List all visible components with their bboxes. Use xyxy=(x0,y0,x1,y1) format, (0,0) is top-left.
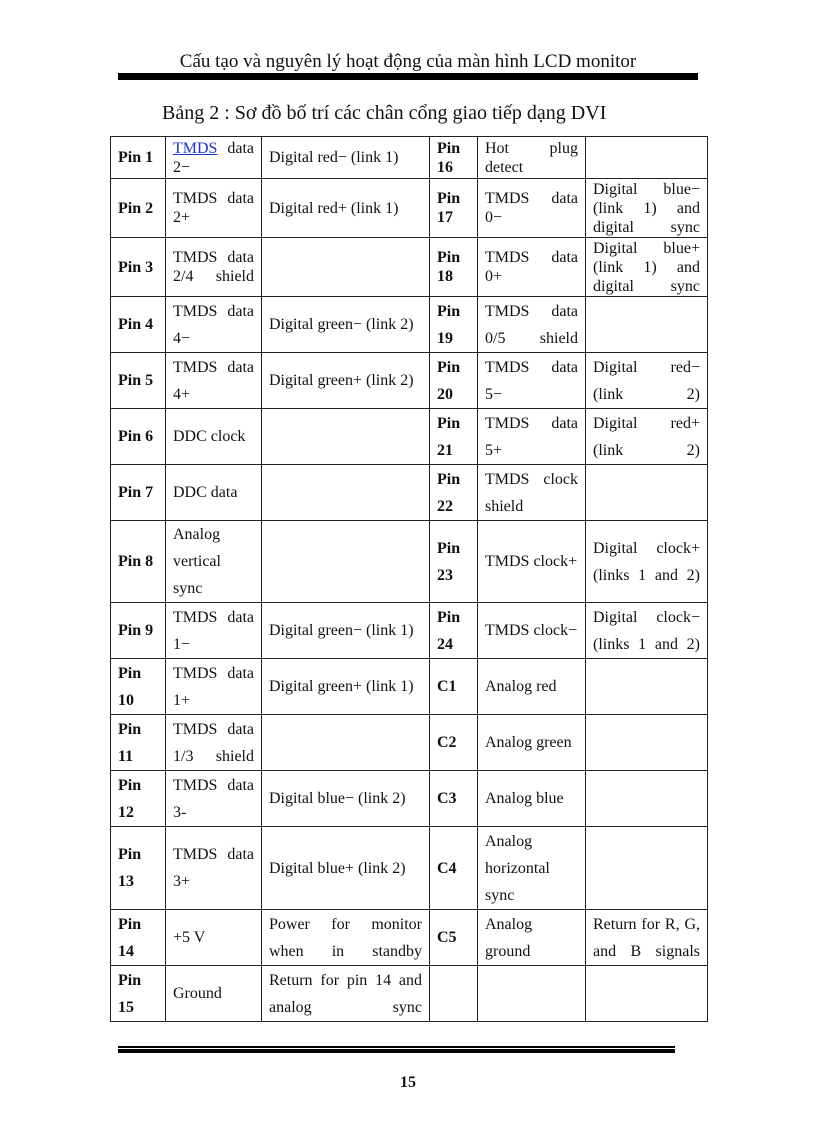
pin-number: Pin 5 xyxy=(111,353,166,409)
header-rule xyxy=(118,73,698,80)
function-cell: Return for R, G, and B signals xyxy=(586,910,708,966)
table-row xyxy=(111,966,708,1022)
footer-rule xyxy=(118,1046,675,1048)
signal-cell: TMDS data 5− xyxy=(478,353,586,409)
table-row xyxy=(111,521,708,603)
pin-number: Pin 20 xyxy=(430,353,478,409)
pin-number: Pin 21 xyxy=(430,409,478,465)
function-cell xyxy=(586,137,708,179)
function-cell: Digital red+ (link 1) xyxy=(262,179,430,238)
pin-number: Pin 2 xyxy=(111,179,166,238)
pin-number xyxy=(430,966,478,1022)
signal-cell: Analog red xyxy=(478,659,586,715)
pin-number: Pin 12 xyxy=(111,771,166,827)
table-caption: Bảng 2 : Sơ đồ bố trí các chân cổng giao tiếp dạng DVI xyxy=(162,102,607,124)
signal-cell: TMDS data 1− xyxy=(166,603,262,659)
signal-cell xyxy=(478,966,586,1022)
table-row xyxy=(111,910,708,966)
pin-number: Pin 22 xyxy=(430,465,478,521)
function-cell: Digital red− (link 1) xyxy=(262,137,430,179)
pin-number: Pin 4 xyxy=(111,297,166,353)
pin-number: C1 xyxy=(430,659,478,715)
table-row xyxy=(111,465,708,521)
table-row xyxy=(111,409,708,465)
signal-cell: TMDS clock shield xyxy=(478,465,586,521)
signal-cell: TMDS data 0− xyxy=(478,179,586,238)
signal-cell: TMDS data 2+ xyxy=(166,179,262,238)
pin-number: Pin 6 xyxy=(111,409,166,465)
function-cell xyxy=(586,659,708,715)
table-row xyxy=(111,238,708,297)
function-cell: Power for monitor when in standby xyxy=(262,910,430,966)
pin-number: Pin 9 xyxy=(111,603,166,659)
pin-number: Pin 7 xyxy=(111,465,166,521)
signal-cell xyxy=(166,137,262,179)
signal-cell: Ground xyxy=(166,966,262,1022)
function-cell: Digital green+ (link 2) xyxy=(262,353,430,409)
signal-cell: TMDS data 0+ xyxy=(478,238,586,297)
pin-number: Pin 18 xyxy=(430,238,478,297)
signal-cell: Analog horizontal sync xyxy=(478,827,586,910)
function-cell: Digital green+ (link 1) xyxy=(262,659,430,715)
signal-cell: TMDS data 2/4 shield xyxy=(166,238,262,297)
pin-number: Pin 24 xyxy=(430,603,478,659)
function-cell: Digital blue− (link 1) and digital sync xyxy=(586,179,708,238)
function-cell: Digital clock+ (links 1 and 2) xyxy=(586,521,708,603)
signal-cell: TMDS clock− xyxy=(478,603,586,659)
pin-number: Pin 3 xyxy=(111,238,166,297)
table-row xyxy=(111,353,708,409)
table-row xyxy=(111,659,708,715)
tmds-link[interactable]: TMDS xyxy=(173,139,218,157)
pin-number: Pin 13 xyxy=(111,827,166,910)
signal-cell: TMDS data 3- xyxy=(166,771,262,827)
signal-cell: Analog green xyxy=(478,715,586,771)
footer-rule xyxy=(118,1049,675,1053)
table-row xyxy=(111,297,708,353)
pin-number: Pin 19 xyxy=(430,297,478,353)
signal-text: data 2− xyxy=(173,139,254,176)
function-cell xyxy=(262,409,430,465)
signal-cell: TMDS data 1/3 shield xyxy=(166,715,262,771)
pin-number: C5 xyxy=(430,910,478,966)
function-cell: Digital blue− (link 2) xyxy=(262,771,430,827)
signal-cell: TMDS data 3+ xyxy=(166,827,262,910)
pin-number: Pin 14 xyxy=(111,910,166,966)
pin-number: C4 xyxy=(430,827,478,910)
function-cell xyxy=(586,827,708,910)
function-cell: Digital blue+ (link 2) xyxy=(262,827,430,910)
function-cell: Digital green− (link 1) xyxy=(262,603,430,659)
function-cell xyxy=(586,715,708,771)
function-cell xyxy=(586,966,708,1022)
pin-number: Pin 15 xyxy=(111,966,166,1022)
pin-number: Pin 17 xyxy=(430,179,478,238)
table-row xyxy=(111,603,708,659)
function-cell xyxy=(262,521,430,603)
pin-number: Pin 11 xyxy=(111,715,166,771)
dvi-pin-table xyxy=(110,136,708,1022)
function-cell xyxy=(586,297,708,353)
signal-cell: DDC clock xyxy=(166,409,262,465)
pin-number: Pin 1 xyxy=(111,137,166,179)
signal-cell: Hot plug detect xyxy=(478,137,586,179)
function-cell: Return for pin 14 and analog sync xyxy=(262,966,430,1022)
signal-cell: TMDS data 5+ xyxy=(478,409,586,465)
signal-cell: DDC data xyxy=(166,465,262,521)
signal-cell: TMDS data 0/5 shield xyxy=(478,297,586,353)
pin-number: Pin 10 xyxy=(111,659,166,715)
function-cell: Digital red− (link 2) xyxy=(586,353,708,409)
function-cell: Digital red+ (link 2) xyxy=(586,409,708,465)
pin-number: Pin 23 xyxy=(430,521,478,603)
table-row xyxy=(111,771,708,827)
pin-number: Pin 16 xyxy=(430,137,478,179)
table-row xyxy=(111,179,708,238)
function-cell xyxy=(262,715,430,771)
signal-cell: TMDS clock+ xyxy=(478,521,586,603)
signal-cell: TMDS data 1+ xyxy=(166,659,262,715)
page-number: 15 xyxy=(400,1074,416,1091)
pin-number: Pin 8 xyxy=(111,521,166,603)
signal-cell: Analog vertical sync xyxy=(166,521,262,603)
function-cell: Digital blue+ (link 1) and digital sync xyxy=(586,238,708,297)
table-row xyxy=(111,715,708,771)
pin-number: C3 xyxy=(430,771,478,827)
function-cell: Digital clock− (links 1 and 2) xyxy=(586,603,708,659)
page-header-title: Cấu tạo và nguyên lý hoạt động của màn hình LCD monitor xyxy=(179,51,637,72)
function-cell xyxy=(586,465,708,521)
function-cell xyxy=(262,465,430,521)
signal-cell: TMDS data 4− xyxy=(166,297,262,353)
signal-cell: Analog blue xyxy=(478,771,586,827)
signal-cell: Analog ground xyxy=(478,910,586,966)
table-row xyxy=(111,137,708,179)
function-cell: Digital green− (link 2) xyxy=(262,297,430,353)
function-cell xyxy=(586,771,708,827)
function-cell xyxy=(262,238,430,297)
pin-number: C2 xyxy=(430,715,478,771)
table-row xyxy=(111,827,708,910)
signal-cell: TMDS data 4+ xyxy=(166,353,262,409)
signal-cell: +5 V xyxy=(166,910,262,966)
